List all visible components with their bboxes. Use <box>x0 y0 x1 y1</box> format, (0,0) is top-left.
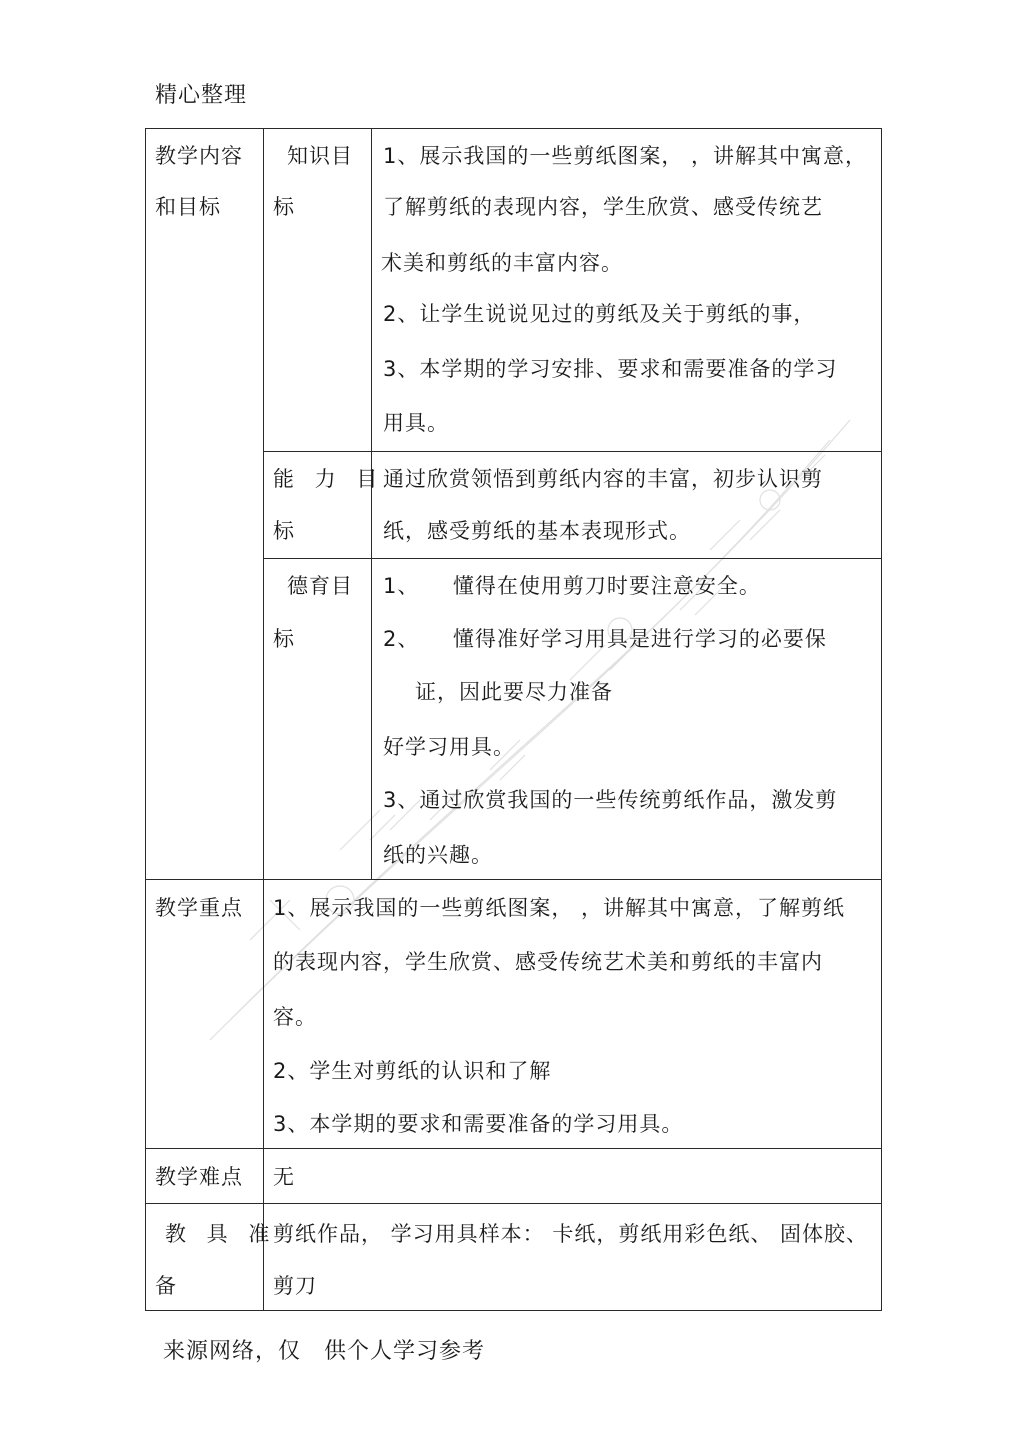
moral-goal-label-line-1: 德育目 <box>287 574 353 598</box>
moral-goal-line: 证，因此要尽力准备 <box>415 680 613 704</box>
materials-label-line-2: 备 <box>155 1274 177 1298</box>
row-divider-difficulty <box>145 1203 882 1204</box>
ability-goal-line: 通过欣赏领悟到剪纸内容的丰富，初步认识剪 <box>383 467 823 491</box>
difficulty-value: 无 <box>273 1165 295 1189</box>
moral-goal-line: 1、 懂得在使用剪刀时要注意安全。 <box>383 574 761 598</box>
difficulty-label: 教学难点 <box>155 1165 243 1189</box>
ability-goal-label-line-2: 标 <box>273 519 295 543</box>
moral-goal-line: 3、通过欣赏我国的一些传统剪纸作品，激发剪 <box>383 788 838 812</box>
knowledge-goal-line: 用具。 <box>383 411 449 435</box>
ability-goal-label-line-1: 能 力 目 <box>273 467 382 491</box>
moral-goal-line: 纸的兴趣。 <box>383 843 493 867</box>
key-points-label: 教学重点 <box>155 896 243 920</box>
moral-goal-line: 2、 懂得准好学习用具是进行学习的必要保 <box>383 627 827 651</box>
materials-label-line-1: 教 具 准 <box>165 1222 274 1246</box>
section-label-content-goals-line-1: 教学内容 <box>155 144 243 168</box>
materials-line: 剪刀 <box>273 1274 317 1298</box>
knowledge-goal-label-line-2: 标 <box>273 195 295 219</box>
moral-goal-label-line-2: 标 <box>273 627 295 651</box>
section-label-content-goals-line-2: 和目标 <box>155 195 221 219</box>
row-divider-section1 <box>145 879 882 880</box>
key-points-line: 2、学生对剪纸的认识和了解 <box>273 1059 552 1083</box>
knowledge-goal-line: 术美和剪纸的丰富内容。 <box>381 251 623 275</box>
key-points-line: 的表现内容，学生欣赏、感受传统艺术美和剪纸的丰富内 <box>273 950 823 974</box>
knowledge-goal-line: 1、展示我国的一些剪纸图案， ，讲解其中寓意， <box>383 144 868 168</box>
knowledge-goal-line: 3、本学期的学习安排、要求和需要准备的学习 <box>383 357 838 381</box>
ability-goal-line: 纸，感受剪纸的基本表现形式。 <box>383 519 691 543</box>
moral-goal-line: 好学习用具。 <box>383 735 515 759</box>
knowledge-goal-line: 2、让学生说说见过的剪纸及关于剪纸的事， <box>383 302 816 326</box>
knowledge-goal-line: 了解剪纸的表现内容，学生欣赏、感受传统艺 <box>383 195 823 219</box>
key-points-line: 1、展示我国的一些剪纸图案， ，讲解其中寓意，了解剪纸 <box>273 896 846 920</box>
key-points-line: 3、本学期的要求和需要准备的学习用具。 <box>273 1112 684 1136</box>
header-note: 精心整理 <box>155 83 248 108</box>
footer-note: 来源网络，仅 供个人学习参考 <box>163 1339 486 1364</box>
materials-line: 剪纸作品， 学习用具样本： 卡纸，剪纸用彩色纸、 固体胶、 <box>273 1222 869 1246</box>
key-points-line: 容。 <box>273 1005 317 1029</box>
knowledge-goal-label-line-1: 知识目 <box>287 144 353 168</box>
column-divider-label <box>263 128 264 1311</box>
